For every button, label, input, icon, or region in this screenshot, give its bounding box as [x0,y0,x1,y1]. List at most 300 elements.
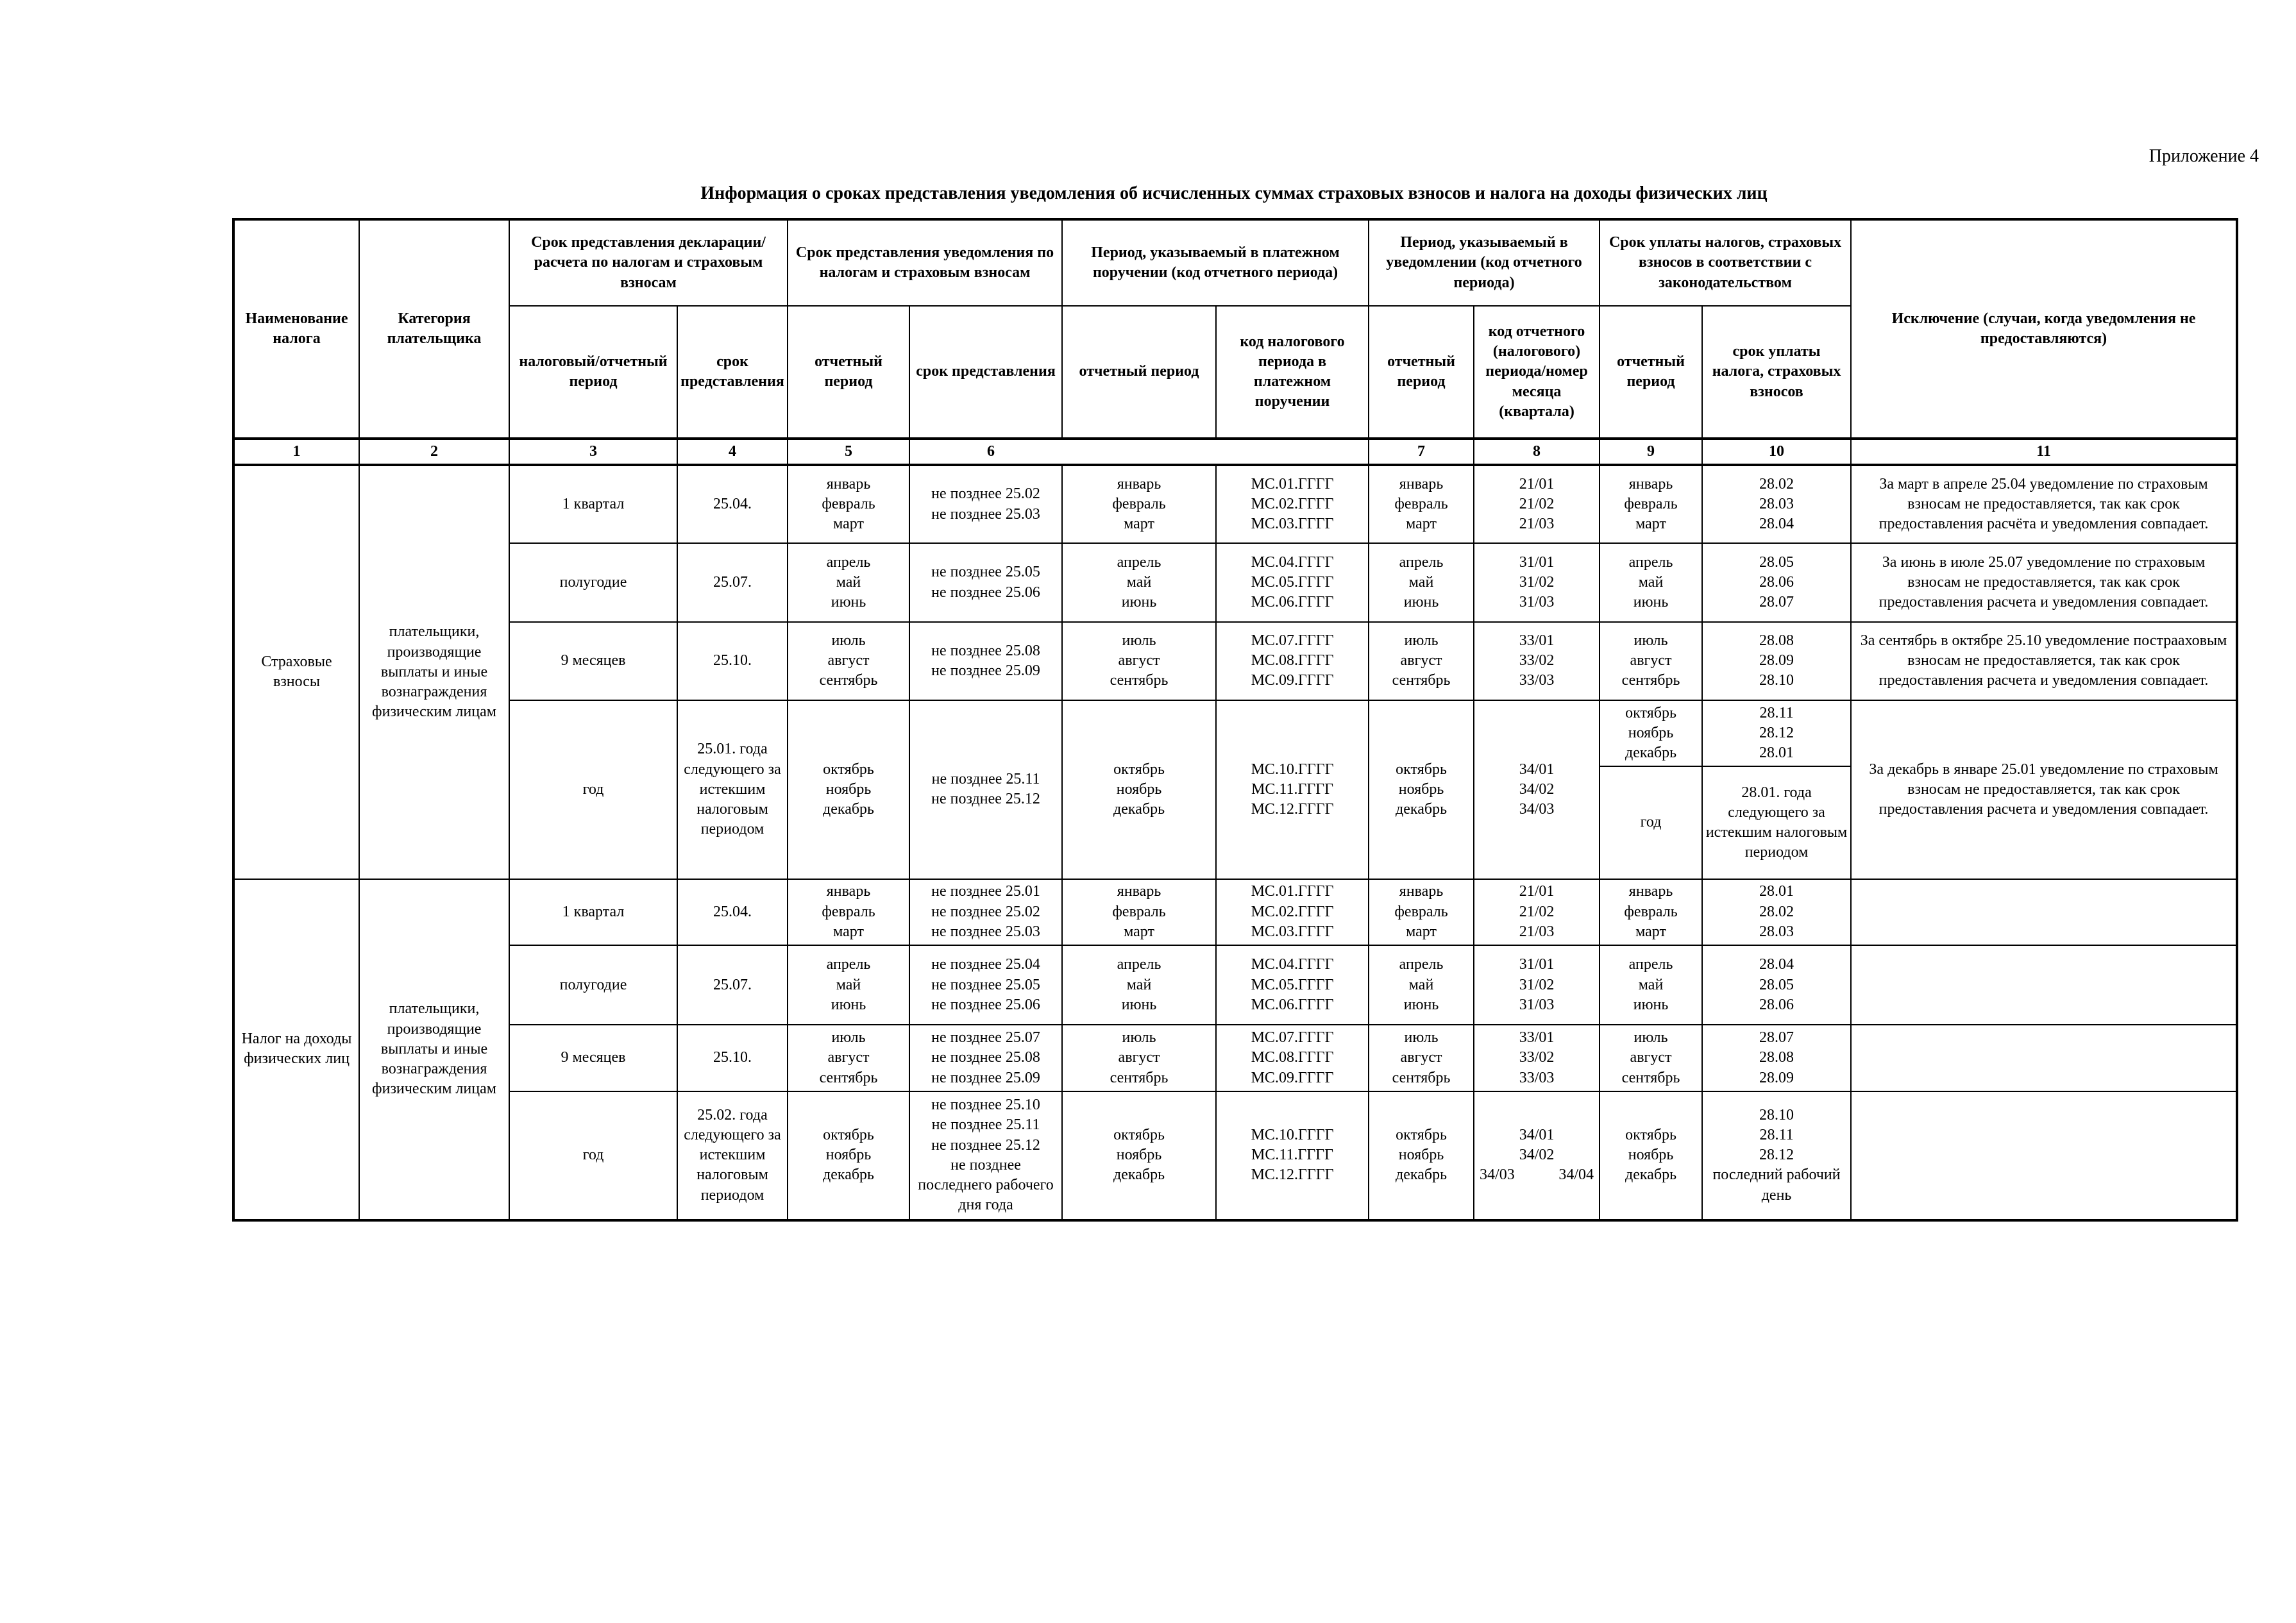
col-number: 1 [233,439,359,465]
pay-period [1600,1025,1702,1091]
period-code: МС.02.ГГГГ [1251,903,1334,920]
column-numbers-row [233,439,2237,465]
n-codes [1474,465,1600,543]
pp-period [1062,1091,1216,1220]
n-period [1369,1091,1474,1220]
table-row [233,1025,2237,1091]
month-label: февраль [1112,496,1166,513]
notice-code: 31/03 [1519,996,1555,1013]
n-period [1369,700,1474,879]
pp-period [1062,700,1216,879]
month-label: июль [1122,632,1156,650]
month-label: август [1400,1049,1442,1066]
notice-code: 31/01 [1519,553,1555,571]
pay-date: 28.08 [1759,1049,1794,1066]
period-code: МС.12.ГГГГ [1251,1166,1334,1184]
month-label: октябрь [1113,1127,1165,1144]
month-label: ноябрь [1628,725,1674,742]
payer-category: плательщики, производящие выплаты и иные вознаграждения физическим лицам [359,465,509,879]
month-label: январь [826,475,871,492]
pay-date: 28.06 [1759,996,1794,1013]
n-period [1369,465,1474,543]
table-row [233,543,2237,621]
notice-code: 21/03 [1519,923,1555,940]
payer-category: плательщики, производящие выплаты и иные вознаграждения физическим лицам [359,879,509,1220]
month-label: февраль [822,903,875,920]
period-code: МС.01.ГГГГ [1251,883,1334,900]
period-code: МС.11.ГГГГ [1251,1147,1334,1164]
month-label: июль [1404,1029,1439,1047]
notice-code: 21/03 [1519,516,1555,533]
notice-code: 33/02 [1519,1049,1555,1066]
month-label: август [1630,1049,1672,1066]
pay-date: 28.07 [1759,1029,1794,1047]
month-label: декабрь [1396,1166,1448,1184]
n-period [1369,543,1474,621]
pp-period [1062,1025,1216,1091]
table-row [233,700,2237,766]
period-code: МС.12.ГГГГ [1251,800,1334,818]
month-label: декабрь [1113,800,1165,818]
month-label: июнь [831,996,866,1013]
header-notice-report-period: отчетный период [788,306,909,439]
col-number: 7 [1369,439,1474,465]
period-code: МС.05.ГГГГ [1251,976,1334,993]
notice-code: 31/03 [1519,594,1555,611]
header-declaration-deadline: Срок представления декларации/расчета по налогам и страховым взносам [509,219,788,306]
month-label: март [833,923,864,940]
declaration-date: 25.10. [677,622,788,700]
notice-deadline: не позднее 25.09 [931,1069,1040,1086]
month-label: февраль [822,496,875,513]
month-label: апрель [1628,553,1673,571]
n-codes [1474,700,1600,879]
month-label: июль [1404,632,1439,650]
n-period [1369,622,1474,700]
month-label: март [833,516,864,533]
declaration-date: 25.10. [677,1025,788,1091]
notice-deadline: не позднее 25.08 [931,642,1040,659]
pay-date: 28.03 [1759,923,1794,940]
month-label: ноябрь [1398,780,1444,798]
pay-period [1600,879,1702,945]
pay-date: 28.04 [1759,516,1794,533]
header-pp-report-period: отчетный период [1062,306,1216,439]
exception-note: За сентябрь в октябре 25.10 уведомление пострааховым взносам не предоставляется, так как срок предоставления расчета и уведомления совпадает. [1851,622,2237,700]
header-payment-order-period: Период, указываемый в платежном поручении (код отчетного периода) [1062,219,1369,306]
document-title: Информация о сроках представления уведомления об исчисленных суммах страховых взносов и налога на доходы физических лиц [700,183,1768,203]
pay-dates [1702,879,1851,945]
deadlines-table [232,218,2238,1222]
period-code: МС.10.ГГГГ [1251,1127,1334,1144]
month-label: август [1118,1049,1160,1066]
month-label: апрель [826,956,871,973]
month-label: октябрь [1396,761,1447,778]
period-code: МС.01.ГГГГ [1251,475,1334,492]
exception-note: За март в апреле 25.04 уведомление по страховым взносам не предоставляется, так как срок предоставления расчёта и уведомления совпадает. [1851,465,2237,543]
pay-date: 28.11 [1759,1127,1794,1144]
header-exception: Исключение (случаи, когда уведомления не предоставляются) [1851,219,2237,439]
notice-code: 21/01 [1519,883,1555,900]
month-label: декабрь [823,1166,874,1184]
notice-deadline: не позднее 25.12 [931,1136,1040,1154]
header-notice-date: срок представления [909,306,1062,439]
notice-code: 31/02 [1519,976,1555,993]
pay-date: 28.11 [1759,704,1794,721]
period-code: МС.03.ГГГГ [1251,923,1334,940]
notice-deadlines [909,465,1062,543]
n-period [1369,1025,1474,1091]
exception-note [1851,879,2237,945]
period-code: МС.11.ГГГГ [1251,780,1334,798]
notice-code: 21/02 [1519,903,1555,920]
month-label: июль [1633,632,1668,650]
pay-date: 28.02 [1759,903,1794,920]
notice-code: 33/02 [1519,652,1555,669]
pay-period: год [1600,766,1702,879]
month-label: сентябрь [1110,1069,1169,1086]
month-label: январь [1628,883,1673,900]
pp-codes [1216,879,1369,945]
pp-period [1062,465,1216,543]
month-label: январь [1117,475,1161,492]
month-label: май [1638,976,1664,993]
month-label: май [1408,573,1434,591]
header-payment-deadline: Срок уплаты налогов, страховых взносов в соответствии с законодательством [1600,219,1851,306]
month-label: декабрь [823,800,874,818]
declaration-date: 25.07. [677,945,788,1025]
pay-dates [1702,1025,1851,1091]
exception-note [1851,1091,2237,1220]
tax-period: полугодие [509,945,677,1025]
col-number: 2 [359,439,509,465]
month-label: ноябрь [825,1147,872,1164]
notice-code: 33/01 [1519,632,1555,650]
notice-code: 34/01 [1519,761,1555,778]
pay-period [1600,465,1702,543]
notice-deadline: не позднее 25.07 [931,1029,1040,1047]
month-label: декабрь [1396,800,1448,818]
notice-deadlines [909,700,1062,879]
header-pay-date: срок уплаты налога, страховых взносов [1702,306,1851,439]
tax-period: 9 месяцев [509,622,677,700]
notice-deadline: не позднее 25.04 [931,956,1040,973]
notice-deadlines [909,1025,1062,1091]
period-code: МС.07.ГГГГ [1251,1029,1334,1047]
notice-months [788,465,909,543]
table-row [233,465,2237,543]
month-label: январь [1399,475,1444,492]
pay-date: 28.08 [1759,632,1794,650]
notice-deadline: не позднее 25.05 [931,976,1040,993]
pay-date: 28.09 [1759,652,1794,669]
declaration-date: 25.07. [677,543,788,621]
notice-months [788,945,909,1025]
period-code: МС.07.ГГГГ [1251,632,1334,650]
month-label: март [1124,516,1154,533]
month-label: октябрь [1625,1127,1676,1144]
notice-deadlines [909,543,1062,621]
notice-code: 34/03 [1480,1166,1515,1184]
n-codes [1474,1091,1600,1220]
month-label: декабрь [1625,1166,1677,1184]
pay-date: 28.12 [1759,725,1794,742]
pay-date: 28.06 [1759,573,1794,591]
month-label: апрель [1399,956,1444,973]
pay-date: 28.07 [1759,594,1794,611]
pay-period [1600,543,1702,621]
month-label: февраль [1394,496,1448,513]
notice-deadline: не позднее 25.06 [931,584,1040,601]
n-codes [1474,622,1600,700]
notice-months [788,1091,909,1220]
tax-name: Страховые взносы [233,465,359,879]
period-code: МС.09.ГГГГ [1251,672,1334,689]
period-code: МС.03.ГГГГ [1251,516,1334,533]
month-label: март [1635,923,1666,940]
month-label: октябрь [1625,704,1676,721]
month-label: апрель [1117,553,1161,571]
month-label: май [1638,573,1664,591]
declaration-date: 25.04. [677,465,788,543]
col-number: 10 [1702,439,1851,465]
pay-period [1600,700,1702,766]
month-label: октябрь [1396,1127,1447,1144]
pay-date: 28.04 [1759,956,1794,973]
period-code: МС.06.ГГГГ [1251,996,1334,1013]
col-number: 6 [909,439,1369,465]
notice-deadline: не позднее 25.10 [931,1097,1040,1114]
col-number: 8 [1474,439,1600,465]
col-number: 4 [677,439,788,465]
pay-date: последний рабочий день [1712,1166,1841,1204]
pp-period [1062,543,1216,621]
month-label: январь [826,883,871,900]
month-label: сентябрь [1621,672,1680,689]
pay-dates [1702,465,1851,543]
notice-deadline: не позднее 25.05 [931,564,1040,581]
notice-deadline: не позднее 25.08 [931,1049,1040,1066]
notice-months [788,622,909,700]
month-label: апрель [1628,956,1673,973]
pay-date: 28.12 [1759,1147,1794,1164]
notice-deadlines [909,879,1062,945]
notice-months [788,543,909,621]
col-number: 5 [788,439,909,465]
notice-code: 33/03 [1519,672,1555,689]
month-label: март [1124,923,1154,940]
month-label: декабрь [1113,1166,1165,1184]
month-label: октябрь [823,761,874,778]
notice-deadline: не позднее 25.12 [931,791,1040,808]
pp-codes [1216,700,1369,879]
col-number: 11 [1851,439,2237,465]
declaration-date: 25.04. [677,879,788,945]
month-label: апрель [1399,553,1444,571]
month-label: ноябрь [1628,1147,1674,1164]
tax-period: 1 квартал [509,879,677,945]
pay-date: 28.05 [1759,553,1794,571]
header-declaration-date: срок представления [677,306,788,439]
pay-date: 28.03 [1759,496,1794,513]
month-label: май [836,976,861,993]
n-codes [1474,945,1600,1025]
col-number: 3 [509,439,677,465]
month-label: октябрь [1113,761,1165,778]
header-tax-name: Наименование налога [233,219,359,439]
tax-period: полугодие [509,543,677,621]
notice-code: 34/03 [1519,800,1555,818]
n-codes [1474,879,1600,945]
month-label: февраль [1624,496,1678,513]
month-label: сентябрь [819,672,878,689]
notice-deadline: не позднее 25.06 [931,996,1040,1013]
pay-dates [1702,945,1851,1025]
month-label: ноябрь [825,780,872,798]
pp-period [1062,945,1216,1025]
month-label: март [1406,923,1437,940]
month-label: июнь [1403,594,1439,611]
pp-codes [1216,945,1369,1025]
month-label: ноябрь [1116,780,1162,798]
notice-code: 31/02 [1519,573,1555,591]
month-label: апрель [1117,956,1161,973]
period-code: МС.02.ГГГГ [1251,496,1334,513]
month-label: август [827,652,870,669]
pp-period [1062,622,1216,700]
notice-deadline: не позднее 25.03 [931,505,1040,523]
pay-dates: 28.01. года следующего за истекшим налоговым периодом [1702,766,1851,879]
month-label: январь [1628,475,1673,492]
month-label: январь [1399,883,1444,900]
pay-period [1600,1091,1702,1220]
month-label: август [1630,652,1672,669]
month-label: апрель [826,553,871,571]
notice-code: 33/03 [1519,1069,1555,1086]
pp-codes [1216,543,1369,621]
month-label: февраль [1112,903,1166,920]
notice-deadline: не позднее 25.01 [931,883,1040,900]
period-code: МС.08.ГГГГ [1251,1049,1334,1066]
notice-months [788,879,909,945]
notice-deadline: не позднее 25.11 [931,771,1040,788]
month-label: сентябрь [1392,672,1451,689]
month-label: сентябрь [1621,1069,1680,1086]
month-label: май [1408,976,1434,993]
month-label: май [836,573,861,591]
month-label: сентябрь [819,1069,878,1086]
exception-note [1851,945,2237,1025]
tax-period: год [509,1091,677,1220]
pay-period [1600,945,1702,1025]
month-label: июль [1633,1029,1668,1047]
notice-deadlines [909,1091,1062,1220]
pp-codes [1216,465,1369,543]
period-code: МС.06.ГГГГ [1251,594,1334,611]
header-pay-report-period: отчетный период [1600,306,1702,439]
month-label: июль [1122,1029,1156,1047]
tax-period: год [509,700,677,879]
notice-code: 21/02 [1519,496,1555,513]
header-n-code: код отчетного (налогового) периода/номер месяца (квартала) [1474,306,1600,439]
header-n-report-period: отчетный период [1369,306,1474,439]
notice-deadline: не позднее 25.02 [931,485,1040,503]
tax-period: 9 месяцев [509,1025,677,1091]
header-notice-deadline: Срок представления уведомления по налогам и страховым взносам [788,219,1062,306]
pay-date: 28.01 [1759,744,1794,762]
notice-months [788,1025,909,1091]
tax-period: 1 квартал [509,465,677,543]
month-label: август [827,1049,870,1066]
notice-deadlines [909,622,1062,700]
pp-codes [1216,1025,1369,1091]
pay-dates [1702,700,1851,766]
n-period [1369,945,1474,1025]
month-label: июнь [1633,594,1669,611]
notice-code: 33/01 [1519,1029,1555,1047]
pay-date: 28.01 [1759,883,1794,900]
pay-date: 28.10 [1759,672,1794,689]
pay-date: 28.05 [1759,976,1794,993]
period-code: МС.09.ГГГГ [1251,1069,1334,1086]
n-codes [1474,1025,1600,1091]
notice-months [788,700,909,879]
tax-name: Налог на доходы физических лиц [233,879,359,1220]
month-label: июль [831,1029,866,1047]
notice-deadline: не позднее 25.02 [931,903,1040,920]
declaration-date: 25.01. года следующего за истекшим налоговым периодом [677,700,788,879]
exception-note: За декабрь в январе 25.01 уведомление по страховым взносам не предоставляется, так как срок предоставления расчета и уведомления совпадает. [1851,700,2237,879]
exception-note [1851,1025,2237,1091]
n-period [1369,879,1474,945]
month-label: май [1126,976,1152,993]
month-label: ноябрь [1116,1147,1162,1164]
month-label: июнь [1121,594,1157,611]
pay-date: 28.02 [1759,475,1794,492]
month-label: июль [831,632,866,650]
pay-date: 28.09 [1759,1069,1794,1086]
month-label: июнь [831,594,866,611]
notice-code: 34/04 [1558,1166,1594,1184]
notice-code: 34/01 [1519,1127,1555,1144]
month-label: декабрь [1625,744,1677,762]
month-label: январь [1117,883,1161,900]
period-code: МС.08.ГГГГ [1251,652,1334,669]
header-payer-category: Категория плательщика [359,219,509,439]
notice-deadline: не позднее последнего рабочего дня года [918,1156,1054,1214]
header-pp-code: код налогового периода в платежном поручении [1216,306,1369,439]
header-tax-period: налоговый/отчетный период [509,306,677,439]
pay-period [1600,622,1702,700]
table-row [233,945,2237,1025]
declaration-date: 25.02. года следующего за истекшим налоговым периодом [677,1091,788,1220]
pay-dates [1702,622,1851,700]
col-number: 9 [1600,439,1702,465]
month-label: ноябрь [1398,1147,1444,1164]
table-row [233,879,2237,945]
month-label: март [1406,516,1437,533]
notice-code: 21/01 [1519,475,1555,492]
month-label: май [1126,573,1152,591]
month-label: июнь [1403,996,1439,1013]
table-row [233,622,2237,700]
exception-note: За июнь в июле 25.07 уведомление по страховым взносам не предоставляется, так как срок предоставления расчета и уведомления совпадает. [1851,543,2237,621]
notice-code: 34/02 [1519,780,1555,798]
notice-code: 34/02 [1519,1147,1555,1164]
notice-deadline: не позднее 25.09 [931,662,1040,679]
month-label: февраль [1394,903,1448,920]
pp-codes [1216,622,1369,700]
